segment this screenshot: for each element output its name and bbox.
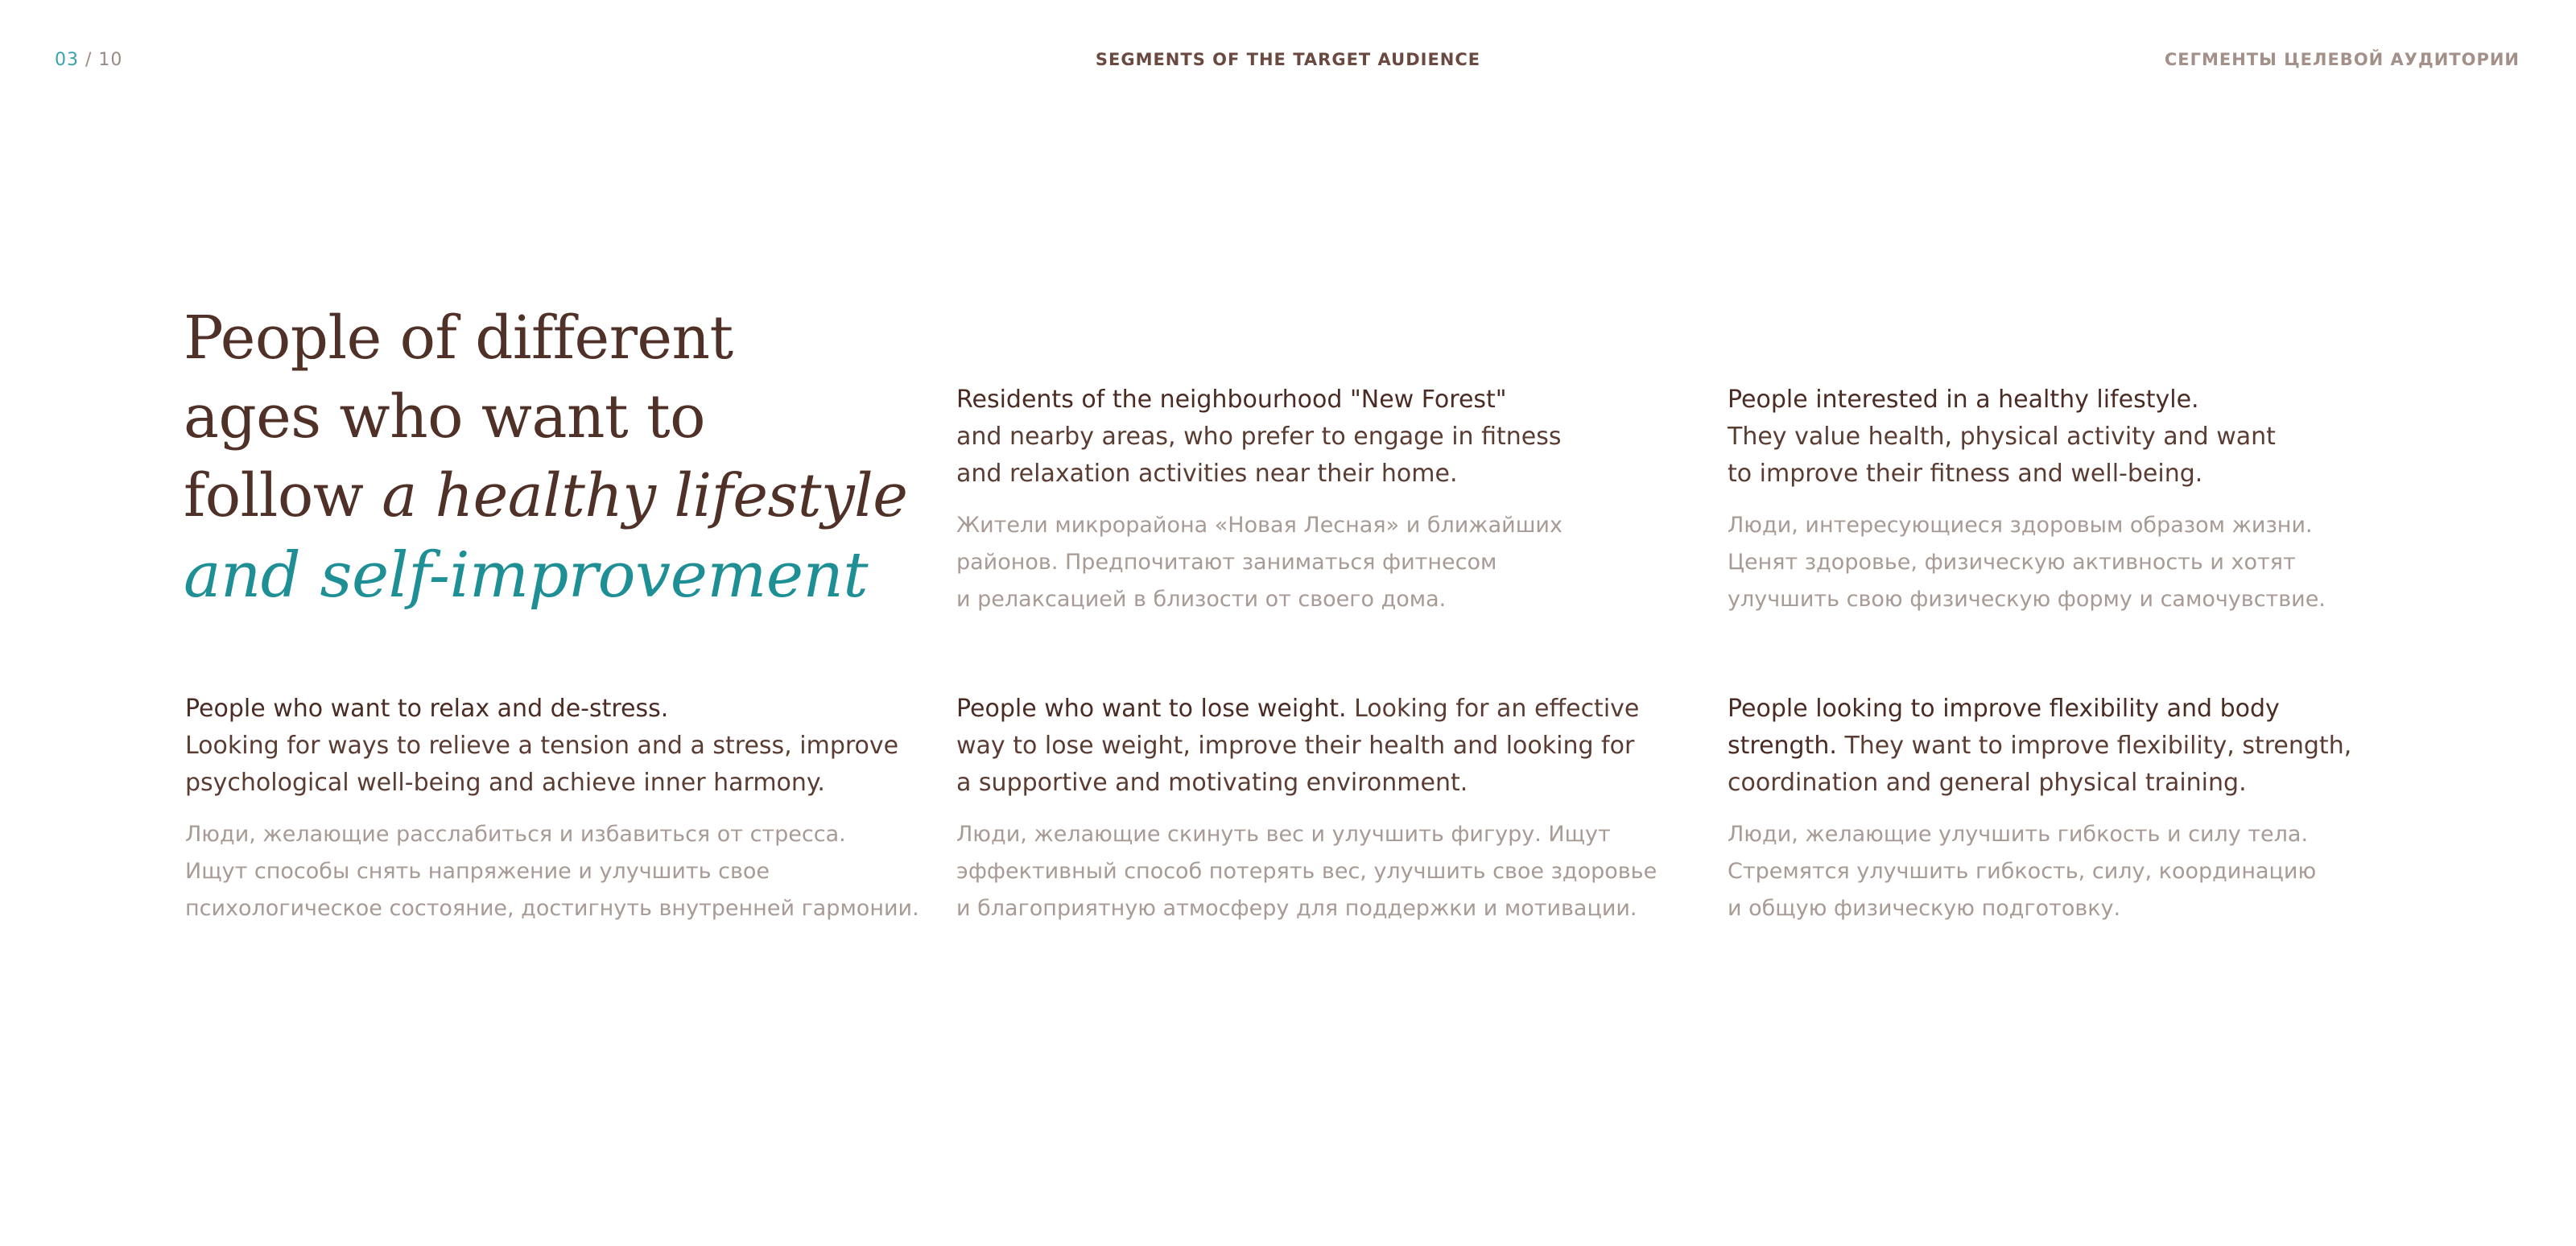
headline-line-3-plain: follow — [184, 462, 382, 530]
segment-ru-line: Люди, желающие улучшить гибкость и силу тела. — [1728, 822, 2309, 847]
segment-ru-line: улучшить свою физическую форму и самочувствие. — [1728, 587, 2326, 612]
segment-en-line: They value health, physical activity and want — [1728, 423, 2276, 451]
page-total: 10 — [98, 50, 123, 70]
segment-en-lead: People who want to lose weight. — [956, 695, 1347, 723]
segment-en-lead-2: strength. — [1728, 732, 1837, 760]
headline-line-3 — [184, 457, 907, 536]
segment-en-lead: People looking to improve flexibility and body — [1728, 695, 2280, 723]
headline-line-2: ages who want to — [184, 383, 706, 452]
segment-en-first-line — [956, 691, 1713, 728]
segment-ru-text — [956, 507, 1713, 618]
segment-en-text — [1728, 691, 2484, 802]
segment-ru-text — [185, 816, 942, 927]
segment-ru-line: Ценят здоровье, физическую активность и хотят — [1728, 550, 2296, 575]
segment-en-line: psychological well-being and achieve inner harmony. — [185, 769, 825, 797]
segment-en-text — [1728, 382, 2484, 493]
segment-ru-line: и благоприятную атмосферу для поддержки и мотивации. — [956, 896, 1637, 921]
segment-en-text — [956, 382, 1713, 493]
segment-en-text — [956, 691, 1713, 802]
segment-new-forest — [956, 382, 1713, 618]
segment-relax — [185, 691, 942, 927]
segment-en-text — [185, 691, 942, 802]
segment-en-line: to improve their fitness and well-being. — [1728, 460, 2203, 488]
segment-en-line: and relaxation activities near their home. — [956, 460, 1458, 488]
segment-en-lead: Residents of the neighbourhood "New Forest" — [956, 386, 1507, 414]
segment-ru-line: Стремятся улучшить гибкость, силу, координацию — [1728, 859, 2317, 884]
segment-en-line: Looking for ways to relieve a tension and a stress, improve — [185, 732, 899, 760]
segment-en-line: way to lose weight, improve their health and looking for — [956, 732, 1635, 760]
segment-en-line: a supportive and motivating environment. — [956, 769, 1468, 797]
segment-en-line: and nearby areas, who prefer to engage in fitness — [956, 423, 1562, 451]
segment-en-line: coordination and general physical training. — [1728, 769, 2247, 797]
segment-ru-text — [1728, 507, 2484, 618]
headline-line-4-accent: and self-improvement — [184, 539, 869, 612]
segment-ru-text — [956, 816, 1713, 927]
segment-healthy-lifestyle — [1728, 382, 2484, 618]
segment-lose-weight — [956, 691, 1713, 927]
page-separator: / — [85, 50, 93, 70]
segment-ru-text — [1728, 816, 2484, 927]
segment-ru-line: Люди, желающие скинуть вес и улучшить фигуру. Ищут — [956, 822, 1611, 847]
segment-en-lead: People who want to relax and de-stress. — [185, 695, 669, 723]
segment-ru-line: эффективный способ потерять вес, улучшить свое здоровье — [956, 859, 1657, 884]
headline — [184, 299, 907, 615]
headline-line-3-italic: a healthy lifestyle — [382, 462, 908, 530]
segment-ru-line: районов. Предпочитают заниматься фитнесом — [956, 550, 1497, 575]
segment-en-rest: They want to improve flexibility, strength, — [1836, 732, 2352, 760]
segment-flexibility — [1728, 691, 2484, 927]
segment-ru-line: Жители микрорайона «Новая Лесная» и ближайших — [956, 513, 1563, 538]
segment-ru-line: Люди, желающие расслабиться и избавиться от стресса. — [185, 822, 846, 847]
segment-en-rest: Looking for an effective — [1346, 695, 1640, 723]
section-title-ru: СЕГМЕНТЫ ЦЕЛЕВОЙ АУДИТОРИИ — [2164, 50, 2520, 69]
segment-ru-line: Люди, интересующиеся здоровым образом жизни. — [1728, 513, 2313, 538]
segment-ru-line: и общую физическую подготовку. — [1728, 896, 2121, 921]
headline-line-1: People of different — [184, 304, 733, 373]
segment-en-lead: People interested in a healthy lifestyle. — [1728, 386, 2199, 414]
segment-en-second-line — [1728, 728, 2484, 765]
section-title-en: SEGMENTS OF THE TARGET AUDIENCE — [1095, 50, 1481, 69]
segment-ru-line: и релаксацией в близости от своего дома. — [956, 587, 1447, 612]
page-current: 03 — [55, 50, 79, 70]
segment-ru-line: психологическое состояние, достигнуть внутренней гармонии. — [185, 896, 919, 921]
segment-ru-line: Ищут способы снять напряжение и улучшить свое — [185, 859, 770, 884]
